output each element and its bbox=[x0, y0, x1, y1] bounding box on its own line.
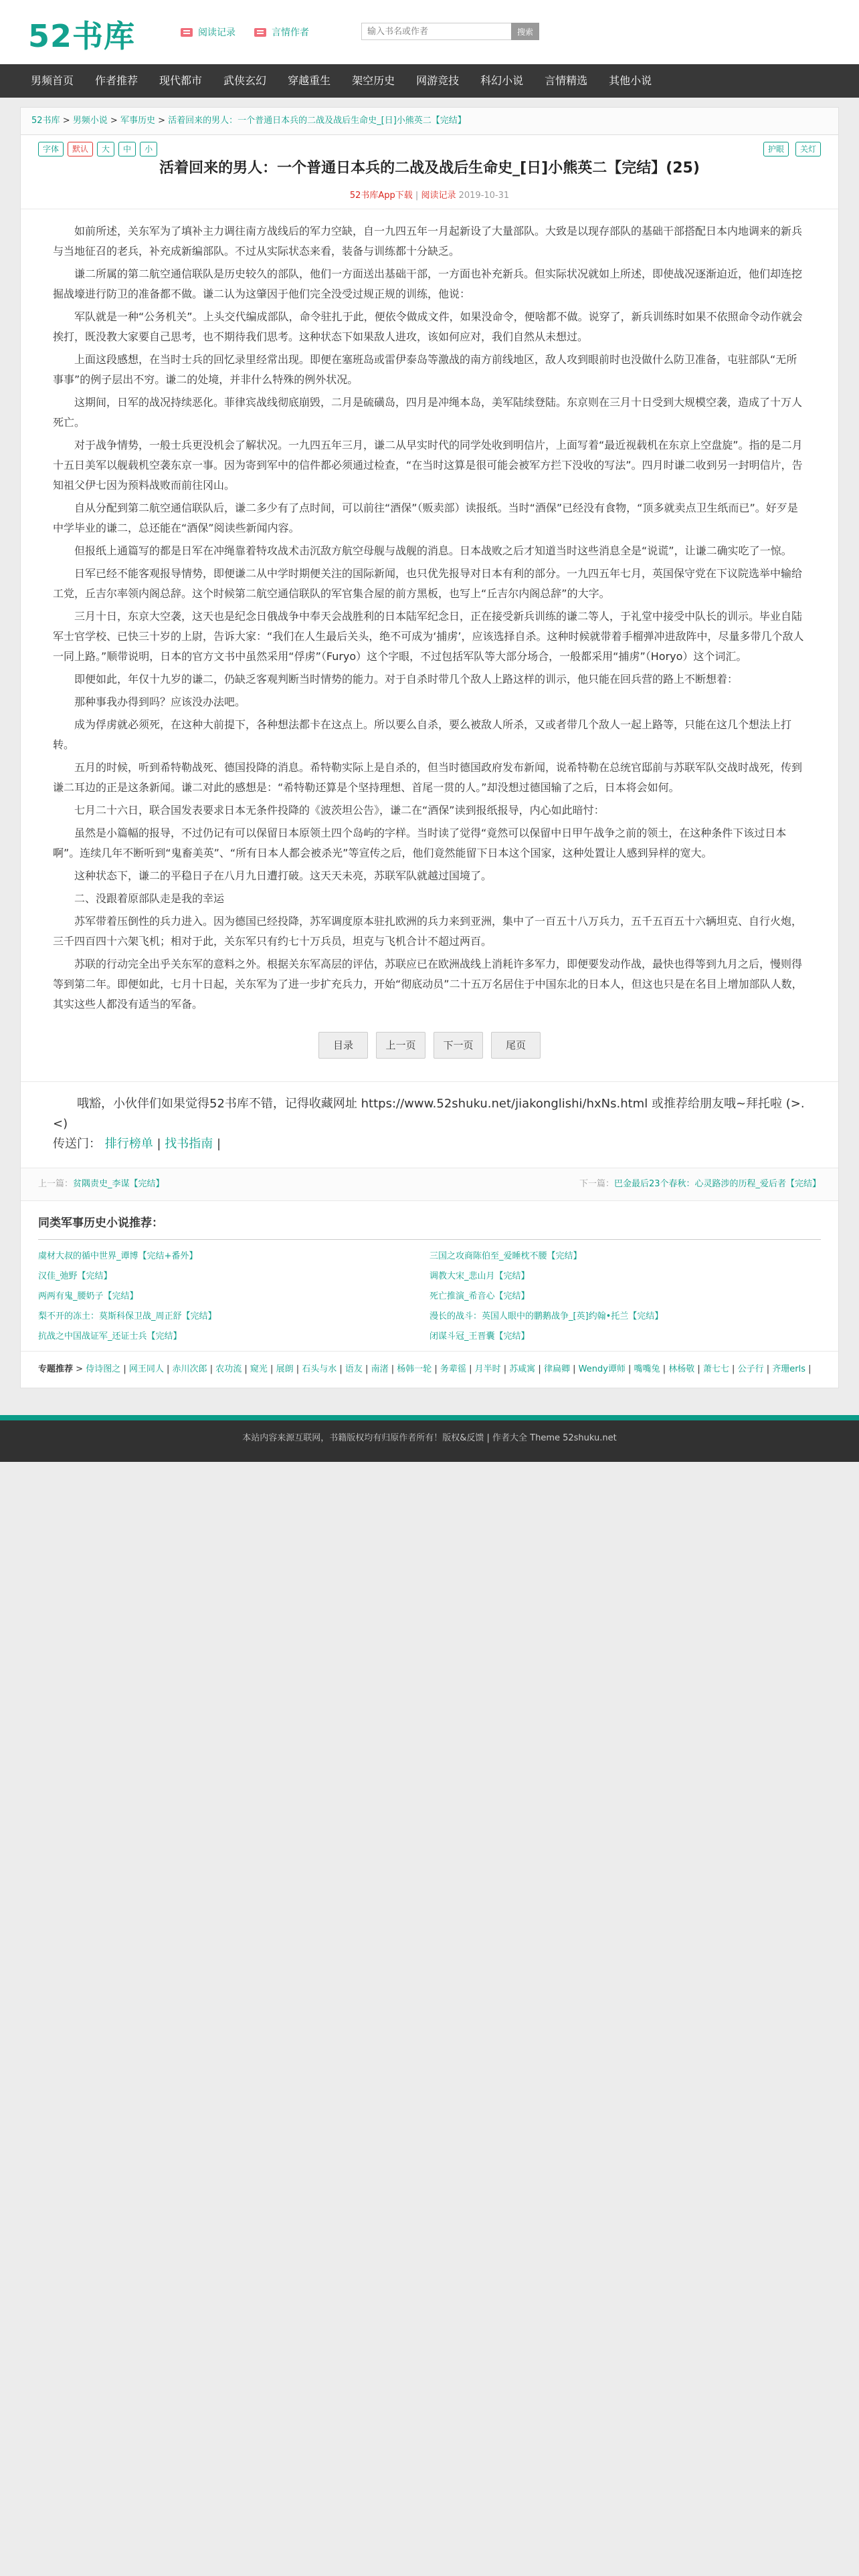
topic-tags bbox=[21, 1351, 838, 1388]
nav-item[interactable]: 作者推荐 bbox=[95, 74, 138, 87]
breadcrumb-sep: > bbox=[158, 116, 165, 126]
topic-tag-link[interactable]: 农功流 bbox=[215, 1364, 242, 1374]
paragraph: 对于战争情势，一般士兵更没机会了解状况。一九四五年三月，谦二从早实时代的同学处收到明信片，上面写着“最近视载机在东京上空盘旋”。指的是二月十五日美军以舰载机空袭东京一事。因为寄到军中的信件都必须通过检查，“在当时这算是很可能会被军方拦下没收的写法”。四月时谦二收到另一封明信片，告知祖父伊七因为预料战败而前往冈山。 bbox=[53, 439, 803, 492]
next-article-link[interactable]: 巴金最后23个春秋：心灵路涉的历程_爱后者【完结】 bbox=[613, 1179, 821, 1189]
notice-text: 哦豁，小伙伴们如果觉得52书库不错，记得收藏网址 https://www.52shuku.net/jiakonglishi/hxNs.html 或推荐给朋友哦~拜托啦 (>.<) bbox=[53, 1097, 805, 1131]
eye-care-button[interactable]: 护眼 bbox=[763, 142, 789, 156]
tag-sep: | bbox=[466, 1364, 475, 1374]
topic-tag-link[interactable]: 月半时 bbox=[474, 1364, 501, 1374]
paragraph: 这期间，日军的战况持续恶化。菲律宾战线彻底崩毁，二月是硫磺岛，四月是冲绳本岛，美军陆续登陆。东京则在三月十日受到大规模空袭，造成了十万人死亡。 bbox=[53, 396, 803, 429]
tag-sep: | bbox=[432, 1364, 440, 1374]
related-book-link[interactable]: 调教大宋_悲山月【完结】 bbox=[430, 1271, 530, 1281]
chapter-date: 2019-10-31 bbox=[458, 191, 510, 201]
tag-sep: | bbox=[267, 1364, 276, 1374]
topic-tag-link[interactable]: 律扁卿 bbox=[543, 1364, 570, 1374]
next-page-button[interactable]: 下一页 bbox=[434, 1032, 483, 1059]
search-bar bbox=[361, 23, 539, 40]
footer-text: 本站内容来源互联网，书籍版权均有归原作者所有！版权&反馈 | 作者大全 Theme 52shuku.net bbox=[242, 1433, 617, 1443]
divider bbox=[38, 1239, 821, 1240]
site-logo[interactable]: 52书库 bbox=[28, 18, 136, 54]
breadcrumb-home[interactable]: 52书库 bbox=[31, 116, 60, 126]
related-book-link[interactable]: 汉佳_弛野【完结】 bbox=[38, 1271, 112, 1281]
tags-label: 专题推荐 bbox=[38, 1364, 74, 1374]
header bbox=[0, 0, 859, 64]
paragraph: 如前所述，关东军为了填补主力调往南方战线后的军力空缺，自一九四五年一月起新设了大量部队。大致是以现存部队的基础干部搭配日本内地调来的新兵与当地征召的老兵，补充成新编部队。不过从实际状态来看，装备与训练都十分缺乏。 bbox=[53, 225, 803, 257]
bookmark-notice bbox=[21, 1081, 838, 1168]
tag-sep: | bbox=[500, 1364, 510, 1374]
topic-tag-link[interactable]: 林杨敬 bbox=[668, 1364, 695, 1374]
nav-item[interactable]: 武侠玄幻 bbox=[223, 74, 267, 87]
tag-sep: | bbox=[163, 1364, 173, 1374]
related-book-link[interactable]: 两两有鬼_腰奶子【完结】 bbox=[38, 1291, 138, 1301]
paragraph: 日军已经不能客观报导情势，即便谦二从中学时期便关注的国际新闻，也只优先报导对日本有利的部分。一九四五年七月，英国保守党在下议院选举中输给工党，丘吉尔率领内阁总辞。这个时候第二航空通信联队的军官集合屋的前方黑板，也写上“丘吉尔内阁总辞”的大字。 bbox=[53, 567, 803, 600]
tag-sep: | bbox=[805, 1364, 812, 1374]
ranking-link[interactable]: 排行榜单 bbox=[104, 1137, 153, 1151]
nav-item[interactable]: 其他小说 bbox=[609, 74, 652, 87]
chapter-title: 活着回来的男人：一个普通日本兵的二战及战后生命史_[日]小熊英二【完结】(25) bbox=[159, 160, 700, 177]
related-book-link[interactable]: 闭谋斗冠_王晋囊【完结】 bbox=[430, 1331, 530, 1341]
paragraph: 但报纸上通篇写的都是日军在冲绳靠着特攻战术击沉敌方航空母舰与战舰的消息。日本战败之后才知道当时这些消息全是“说谎”，让谦二确实吃了一惊。 bbox=[74, 544, 792, 557]
related-book-link[interactable]: 梨不开的冻土：莫斯科保卫战_周正舒【完结】 bbox=[38, 1311, 217, 1321]
chapter-pager bbox=[53, 1032, 806, 1059]
tag-sep: | bbox=[694, 1364, 703, 1374]
prev-article-link[interactable]: 贫隅责史_李谋【完结】 bbox=[73, 1179, 165, 1189]
toc-button[interactable]: 目录 bbox=[318, 1032, 368, 1059]
medium-size-button[interactable]: 中 bbox=[118, 142, 136, 156]
paragraph: 谦二所属的第二航空通信联队是历史较久的部队，他们一方面送出基础干部，一方面也补充新兵。但实际状况就如上所述，即使战况逐渐迫近，他们却连挖掘战壕进行防卫的准备都不做。谦二认为这肇因于他们完全没受过规正规的训练，他说： bbox=[53, 267, 803, 300]
topic-tag-link[interactable]: 语友 bbox=[345, 1364, 363, 1374]
topic-tag-link[interactable]: 侍诗图之 bbox=[86, 1364, 121, 1374]
topic-tag-link[interactable]: 网王同人 bbox=[128, 1364, 164, 1374]
topic-tag-link[interactable]: 嘴嘴兔 bbox=[634, 1364, 660, 1374]
tag-sep: | bbox=[660, 1364, 669, 1374]
paragraph: 即便如此，年仅十九岁的谦二，仍缺乏客观判断当时情势的能力。对于自杀时带几个敌人上路这样的训示，他只能在回兵营的路上不断想着： bbox=[74, 673, 739, 685]
tag-sep: | bbox=[388, 1364, 397, 1374]
nav-item[interactable]: 科幻小说 bbox=[480, 74, 524, 87]
tag-sep: | bbox=[729, 1364, 738, 1374]
tag-sep: | bbox=[120, 1364, 129, 1374]
meta-history-link[interactable]: 阅读记录 bbox=[421, 191, 456, 201]
reading-history-label: 阅读记录 bbox=[198, 27, 235, 38]
paragraph: 五月的时候，听到希特勒战死、德国投降的消息。希特勒实际上是自杀的，但当时德国政府发布新闻，说希特勒在总统官邸前与苏联军队交战时战死，传到谦二耳边的正是这条新闻。谦二对此的感想是：“希特勒还算是个坚持理想、首尾一贯的人。”却没想过德国输了之后，日本将会如何。 bbox=[53, 761, 803, 794]
tag-list bbox=[86, 1364, 811, 1374]
next-article-label: 下一篇： bbox=[579, 1179, 614, 1189]
search-input[interactable] bbox=[361, 23, 511, 40]
topic-tag-link[interactable]: 窥光 bbox=[250, 1364, 268, 1374]
prev-next-articles bbox=[21, 1168, 838, 1200]
guide-link[interactable]: 找书指南 bbox=[165, 1137, 213, 1151]
paragraph: 自从分配到第二航空通信联队后，谦二多少有了点时间，可以前往“酒保”（贩卖部）读报纸。当时“酒保”已经没有食物，“顶多就卖点卫生纸而已”。好歹是中学毕业的谦二，总还能在“酒保”阅读些新闻内容。 bbox=[53, 502, 798, 534]
topic-tag-link[interactable]: 南渚 bbox=[371, 1364, 389, 1374]
topic-tag-link[interactable]: 务辈徭 bbox=[440, 1364, 466, 1374]
tag-sep: | bbox=[625, 1364, 634, 1374]
tag-sep: | bbox=[207, 1364, 216, 1374]
paragraph: 苏联的行动完全出乎关东军的意料之外。根据关东军高层的评估，苏联应已在欧洲战线上消耗许多军力，即便要发动作战，最快也得等到九月之后，慢则得等到第二年。即便如此，七月十日起，关东军为了进一步扩充兵力，开始“彻底动员”二十五万名居住于中国东北的日本人，但这也只是在名目上增加部队人数，其实这些人都没有适当的军备。 bbox=[53, 958, 803, 1010]
chapter-content bbox=[21, 209, 838, 1059]
meta-sep: | bbox=[415, 191, 419, 201]
footer bbox=[0, 1415, 859, 1462]
tag-sep: | bbox=[535, 1364, 544, 1374]
breadcrumb-subcategory[interactable]: 军事历史 bbox=[120, 116, 155, 126]
paragraph: 这种状态下，谦二的平稳日子在八月九日遭打破。这天天未亮，苏联军队就越过国境了。 bbox=[74, 869, 492, 882]
prev-page-button[interactable]: 上一页 bbox=[376, 1032, 425, 1059]
portal-label: 传送门： bbox=[53, 1137, 101, 1151]
nav-item[interactable]: 现代都市 bbox=[159, 74, 203, 87]
related-book-link[interactable]: 抗战之中国战证军_还证士兵【完结】 bbox=[38, 1331, 182, 1341]
search-button[interactable]: 搜索 bbox=[511, 23, 539, 40]
breadcrumb-sep: > bbox=[110, 116, 118, 126]
tag-sep: | bbox=[293, 1364, 302, 1374]
tags-sep: > bbox=[76, 1364, 84, 1374]
tag-sep: | bbox=[569, 1364, 579, 1374]
main-container bbox=[20, 107, 839, 1388]
tag-sep: | bbox=[242, 1364, 250, 1374]
romance-authors-label: 言情作者 bbox=[272, 27, 309, 38]
breadcrumb-sep: > bbox=[62, 116, 70, 126]
paragraph: 七月二十六日，联合国发表要求日本无条件投降的《波茨坦公告》，谦二在“酒保”读到报纸报导，内心如此暗忖： bbox=[74, 804, 605, 817]
nav-item[interactable]: 穿越重生 bbox=[288, 74, 331, 87]
portal-links bbox=[53, 1134, 806, 1154]
default-size-button[interactable]: 默认 bbox=[68, 142, 93, 156]
paragraph: 二、没跟着原部队走是我的幸运 bbox=[74, 892, 225, 905]
small-size-button[interactable]: 小 bbox=[140, 142, 157, 156]
nav-item[interactable]: 言情精选 bbox=[545, 74, 588, 87]
tag-sep: | bbox=[337, 1364, 345, 1374]
large-size-button[interactable]: 大 bbox=[97, 142, 114, 156]
paragraph: 那种事我办得到吗？应该没办法吧。 bbox=[74, 695, 246, 708]
last-page-button[interactable]: 尾页 bbox=[491, 1032, 541, 1059]
prev-article-label: 上一篇： bbox=[38, 1179, 74, 1189]
paragraph: 上面这段感想，在当时士兵的回忆录里经常出现。即便在塞班岛或雷伊泰岛等激战的南方前线地区，敌人攻到眼前时也没做什么防卫准备，屯驻部队“无所事事”的例子层出不穷。谦二的处境，并非什么特殊的例外状况。 bbox=[53, 353, 797, 386]
paragraph: 成为俘虏就必须死，在这种大前提下，各种想法都卡在这点上。所以要么自杀，要么被敌人所杀，又或者带几个敌人一起上路等，只能在这几个想法上打转。 bbox=[53, 718, 792, 751]
breadcrumb-current[interactable]: 活着回来的男人：一个普通日本兵的二战及战后生命史_[日]小熊英二【完结】 bbox=[168, 116, 466, 126]
main-nav bbox=[0, 64, 859, 98]
paragraph: 苏军带着压倒性的兵力进入。因为德国已经投降，苏军调度原本驻扎欧洲的兵力来到亚洲，集中了一百五十八万兵力，五千五百五十六辆坦克、自行火炮，三千四百四十六架飞机；相对于此，关东军只有约七十万兵员，坦克与飞机合计不超过两百。 bbox=[53, 915, 803, 948]
portal-sep: | bbox=[157, 1137, 161, 1151]
paragraph: 军队就是一种“公务机关”。上头交代编成部队，命令驻扎于此，便依令做成文件，如果没命令，便啥都不做。说穿了，新兵训练时如果不依照命令动作就会挨打，既没教大家要自己思考，也不期待我们思考。这种状态下如果敌人进攻，该如何应对，我们自然从未想过。 bbox=[53, 310, 803, 343]
tag-sep: | bbox=[763, 1364, 773, 1374]
nav-item[interactable]: 男频首页 bbox=[31, 74, 74, 87]
nav-item[interactable]: 网游竞技 bbox=[416, 74, 460, 87]
tag-sep: | bbox=[362, 1364, 371, 1374]
nav-item[interactable]: 架空历史 bbox=[352, 74, 395, 87]
topic-tag-link[interactable]: 萧七七 bbox=[702, 1364, 729, 1374]
related-book-link[interactable]: 虞材大叔的循中世界_谭博【完结+番外】 bbox=[38, 1251, 198, 1261]
related-heading: 同类军事历史小说推荐： bbox=[38, 1216, 163, 1230]
related-books bbox=[21, 1200, 838, 1351]
topic-tag-link[interactable]: 赤川次郎 bbox=[172, 1364, 207, 1374]
chapter-meta bbox=[21, 188, 838, 201]
font-button[interactable]: 字体 bbox=[38, 142, 64, 156]
topic-tag-link[interactable]: 公子行 bbox=[737, 1364, 764, 1374]
topic-tag-link[interactable]: 展朗 bbox=[276, 1364, 294, 1374]
reading-history-link[interactable] bbox=[181, 25, 235, 39]
topic-tag-link[interactable]: 石头与水 bbox=[302, 1364, 337, 1374]
breadcrumb bbox=[21, 108, 838, 135]
topic-tag-link[interactable]: 苏咸寓 bbox=[509, 1364, 536, 1374]
paragraph: 虽然是小篇幅的报导，不过仍记有可以保留日本原领土四个岛屿的字样。当时读了觉得“竟然可以保留中日甲午战争之前的领土，在这种条件下该过日本啊”。连续几年不断听到“鬼畜美英”、“所有日本人都会被杀光”等宣传之后，他们竟然能留下日本这个国家，这种处置让人感到异样的宽大。 bbox=[53, 827, 787, 859]
romance-authors-link[interactable] bbox=[254, 25, 309, 39]
related-book-link[interactable]: 三国之攻商陈伯至_爱睡枕不腰【完结】 bbox=[430, 1251, 582, 1261]
portal-sep: | bbox=[217, 1137, 221, 1151]
topic-tag-link[interactable]: Wendy谭师 bbox=[578, 1364, 626, 1374]
topic-tag-link[interactable]: 杨韩一轮 bbox=[397, 1364, 432, 1374]
related-book-link[interactable]: 死亡推演_希音心【完结】 bbox=[430, 1291, 530, 1301]
paragraph: 三月十日，东京大空袭，这天也是纪念日俄战争中奉天会战胜利的日本陆军纪念日，正在接受新兵训练的谦二等人，于礼堂中接受中队长的训示。毕业自陆军士官学校、已快三十岁的上尉，告诉大家：“我们在人生最后关头，绝不可成为‘捕虏’，应该选择自杀。这种时候就带着手榴弹冲进敌阵中，尽量多带几个敌人一同上路。”顺带说明，日本的官方文书中虽然采用“俘虏”（Furyo）这个字眼，不过包括军队等大部分场合，一般都采用“捕虏”（Horyo）这个词汇。 bbox=[53, 610, 804, 663]
related-book-link[interactable]: 漫长的战斗：英国人眼中的鹏鹅战争_[英]约翰•托兰【完结】 bbox=[430, 1311, 664, 1321]
lights-off-button[interactable]: 关灯 bbox=[795, 142, 821, 156]
list-icon bbox=[181, 28, 193, 37]
app-download-link[interactable]: 52书库App下载 bbox=[349, 191, 413, 201]
breadcrumb-category[interactable]: 男频小说 bbox=[72, 116, 108, 126]
list-icon bbox=[254, 28, 266, 37]
topic-tag-link[interactable]: 齐珊erls bbox=[772, 1364, 805, 1374]
